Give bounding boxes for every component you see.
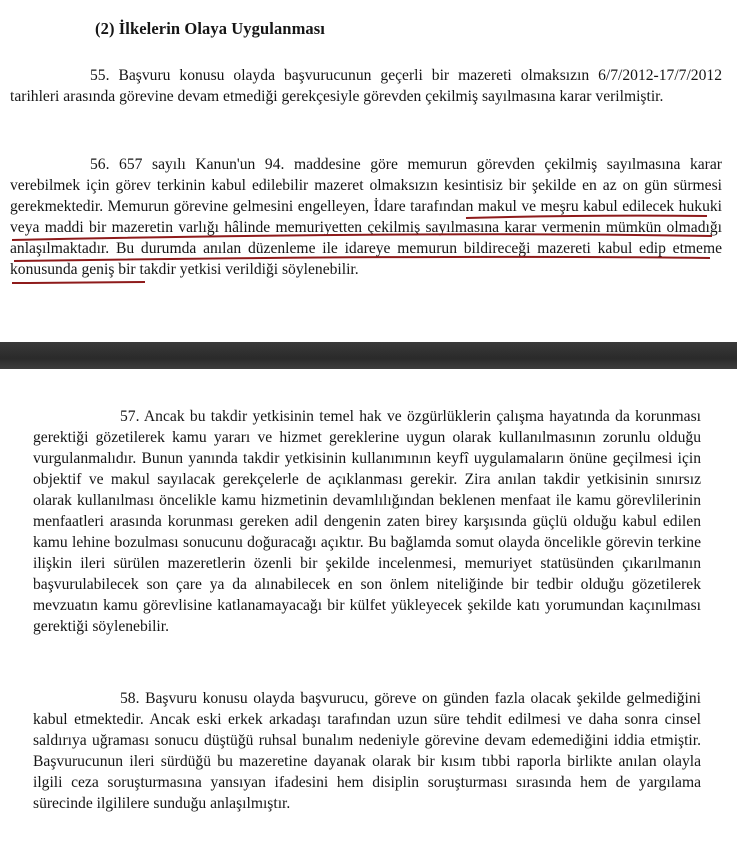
underline-stroke-4	[12, 282, 145, 283]
section-heading: (2) İlkelerin Olaya Uygulanması	[95, 19, 325, 38]
paragraph-56-text-before: 56. 657 sayılı Kanun'un 94. maddesine göre memurun görevden çekilmiş sayılmasına karar verebilmek için görev terkinin kabul edilebilir mazeret olmaksızın kesintisiz bir şekilde en az on gün sürmesi gerekmektedir.	[10, 156, 722, 215]
paragraph-56	[10, 154, 722, 280]
paragraph-55: 55. Başvuru konusu olayda başvurucunun geçerli bir mazereti olmaksızın 6/7/2012-17/7/2012 tarihleri arasında görevine devam etmediği gerekçesiyle görevden çekilmiş sayılmasına karar verilmiştir.	[10, 67, 722, 105]
paragraph-58: 58. Başvuru konusu olayda başvurucu, göreve on günden fazla olacak şekilde gelmediğini kabul etmektedir. Ancak eski erkek arkadaşı tarafından uzun süre tehdit edilmesi ve daha sonra cinsel saldırıya uğraması sonucu düştüğü ruhsal bunalım nedeniyle görevine devam edemediğini iddia etmiştir. Başvurucunun ileri sürdüğü bu mazeretine dayanak olarak bir kısım tıbbi raporla birlikte anılan olayla ilgili ceza soruşturmasına yansıyan ifadesini hem disiplin soruşturması sırasında hem de yargılama sürecinde ilgililere sunduğu anlaşılmıştır.	[33, 690, 701, 812]
paragraph-56-underlined-text: Memurun görevine gelmesini engelleyen, İdare tarafından makul ve meşru kabul edilecek hukuki veya maddi bir mazeretin varlığı hâlinde memuriyetten çekilmiş sayılmasına karar vermenin mümkün olmadığı anlaşılmaktadır.	[10, 198, 722, 257]
document-page-top	[0, 0, 737, 342]
page-break-band	[0, 342, 737, 369]
paragraph-57: 57. Ancak bu takdir yetkisinin temel hak ve özgürlüklerin çalışma hayatında da korunması gerektiği gözetilerek kamu yararı ve hizmet gereklerine uygun olarak kullanılmasının zorunlu olduğu vurgulanmalıdır. Bunun yanında takdir yetkisinin kullanımının keyfî uygulamaların önüne geçilmesi için objektif ve makul sayılacak gerekçelerle de açıklanması gerekir. Zira anılan takdir yetkisinin sınırsız olarak kullanılması öncelikle kamu hizmetinin devamlılığından beklenen menfaat ile kamu görevlilerinin menfaatleri arasında korunması gereken adil dengenin zaten birey karşısında güçlü olduğu kabul edilen kamu lehine bozulması sonucunu doğuracağı açıktır. Bu bağlamda somut olayda öncelikle görevin terkine ilişkin ileri sürülen mazeretlerin özenli bir şekilde incelenmesi, memuriyet statüsünden çıkarılmanın başvurulabilecek son çare ya da alınabilecek en son önlem niteliğinde bir tedbir olduğu gözetilerek mevzuatın kamu görevlisine katlanamayacağı bir külfet yükleyecek şekilde katı yorumundan kaçınılması gerektiği söylenebilir.	[33, 408, 701, 635]
paragraph-56-text-after: Bu durumda anılan düzenleme ile idareye memurun bildireceği mazereti kabul edip etmeme konusunda geniş bir takdir yetkisi verildiği söylenebilir.	[10, 240, 722, 278]
